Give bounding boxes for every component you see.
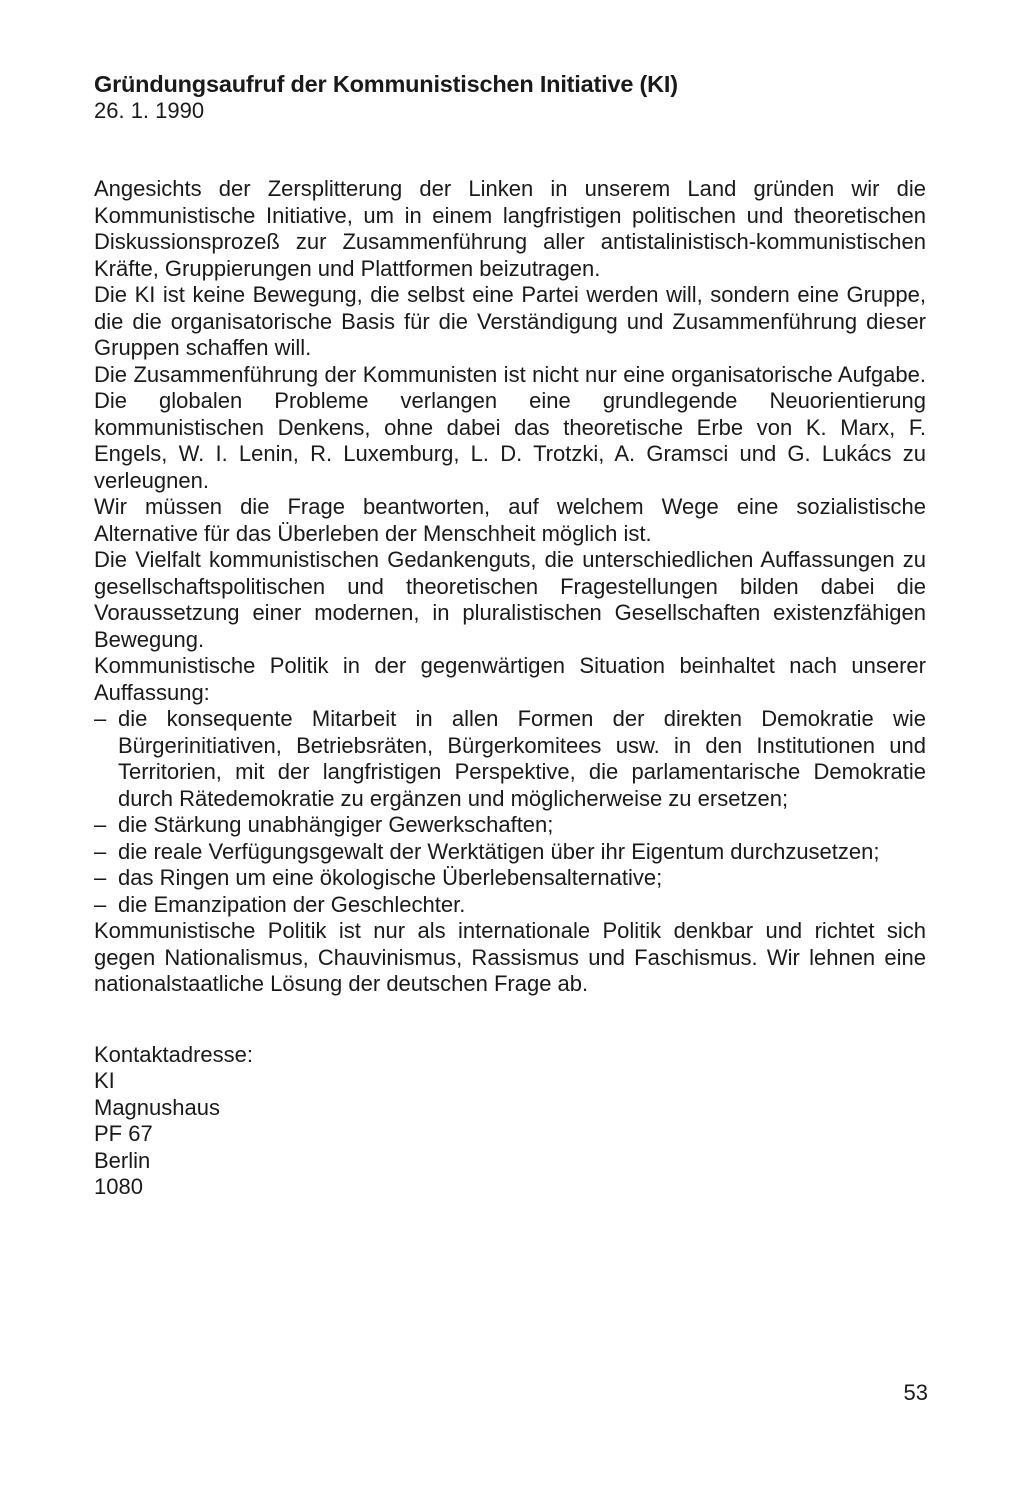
contact-line: KI	[94, 1068, 115, 1093]
dash-marker: –	[94, 891, 107, 917]
paragraph: Kommunistische Politik in der gegenwärtigen Situation beinhaltet nach unserer Auffassung:	[94, 653, 926, 705]
contact-line: PF 67	[94, 1121, 153, 1146]
list-item	[94, 706, 926, 812]
dash-marker: –	[94, 865, 107, 890]
demands-list	[94, 706, 926, 918]
paragraph: Die Zusammenführung der Kommunisten ist nicht nur eine organisatorische Aufgabe. Die globalen Probleme verlangen eine grundlegende Neuorientierung kommunistischen Denkens, ohne dabei das theoretische Erbe von K. Marx, F. Engels, W. I. Lenin, R. Luxemburg, L. D. Trotzki, A. Gramsci und G. Lukács zu verleugnen.	[94, 361, 926, 493]
contact-heading: Kontaktadresse:	[94, 1041, 253, 1067]
document-page	[94, 70, 926, 1201]
dash-marker: –	[94, 812, 107, 837]
list-item	[94, 865, 926, 892]
list-item-text: das Ringen um eine ökologische Überlebensalternative;	[118, 865, 663, 890]
document-date: 26. 1. 1990	[94, 98, 205, 123]
list-item-text: die reale Verfügungsgewalt der Werktätigen über ihr Eigentum durchzusetzen;	[118, 838, 880, 864]
list-item-text: die konsequente Mitarbeit in allen Formen der direkten Demokratie wie Bürgerinitiativen, Betriebsräten, Bürgerkomitees usw. in den Institutionen und Territorien, mit der langfristigen Perspektive, die parlamentarische Demokratie durch Rätedemokratie zu ergänzen und möglicherweise zu ersetzen;	[118, 706, 926, 811]
list-item	[94, 839, 926, 866]
contact-line: Magnushaus	[94, 1094, 220, 1120]
document-body	[94, 176, 926, 998]
paragraph: Die Vielfalt kommunistischen Gedankenguts, die unterschiedlichen Auffassungen zu gesellschaftspolitischen und theoretischen Fragestellungen bilden dabei die Voraussetzung einer modernen, in pluralistischen Gesellschaften existenzfähigen Bewegung.	[94, 547, 926, 652]
document-title: Gründungsaufruf der Kommunistischen Initiative (KI)	[94, 71, 678, 97]
closing-paragraph: Kommunistische Politik ist nur als internationale Politik denkbar und richtet sich gegen Nationalismus, Chauvinismus, Rassismus und Faschismus. Wir lehnen eine nationalstaatliche Lösung der deutschen Frage ab.	[94, 918, 926, 996]
dash-marker: –	[94, 838, 107, 864]
contact-address	[94, 1042, 926, 1201]
page-number: 53	[903, 1380, 928, 1405]
list-item-text: die Stärkung unabhängiger Gewerkschaften;	[118, 812, 554, 837]
paragraph: Angesichts der Zersplitterung der Linken in unserem Land gründen wir die Kommunistische Initiative, um in einem langfristigen politischen und theoretischen Diskussionsprozeß zur Zusammenführung aller antistalinistisch-kommunistischen Kräfte, Gruppierungen und Plattformen beizutragen.	[94, 176, 926, 281]
dash-marker: –	[94, 706, 107, 731]
list-item	[94, 892, 926, 919]
list-item	[94, 812, 926, 839]
contact-line: 1080	[94, 1174, 143, 1199]
paragraph: Wir müssen die Frage beantworten, auf welchem Wege eine sozialistische Alternative für das Überleben der Menschheit möglich ist.	[94, 494, 926, 546]
list-item-text: die Emanzipation der Geschlechter.	[118, 891, 466, 917]
paragraph: Die KI ist keine Bewegung, die selbst eine Partei werden will, sondern eine Gruppe, die die organisatorische Basis für die Verständigung und Zusammenführung dieser Gruppen schaffen will.	[94, 282, 926, 360]
contact-line: Berlin	[94, 1147, 151, 1173]
